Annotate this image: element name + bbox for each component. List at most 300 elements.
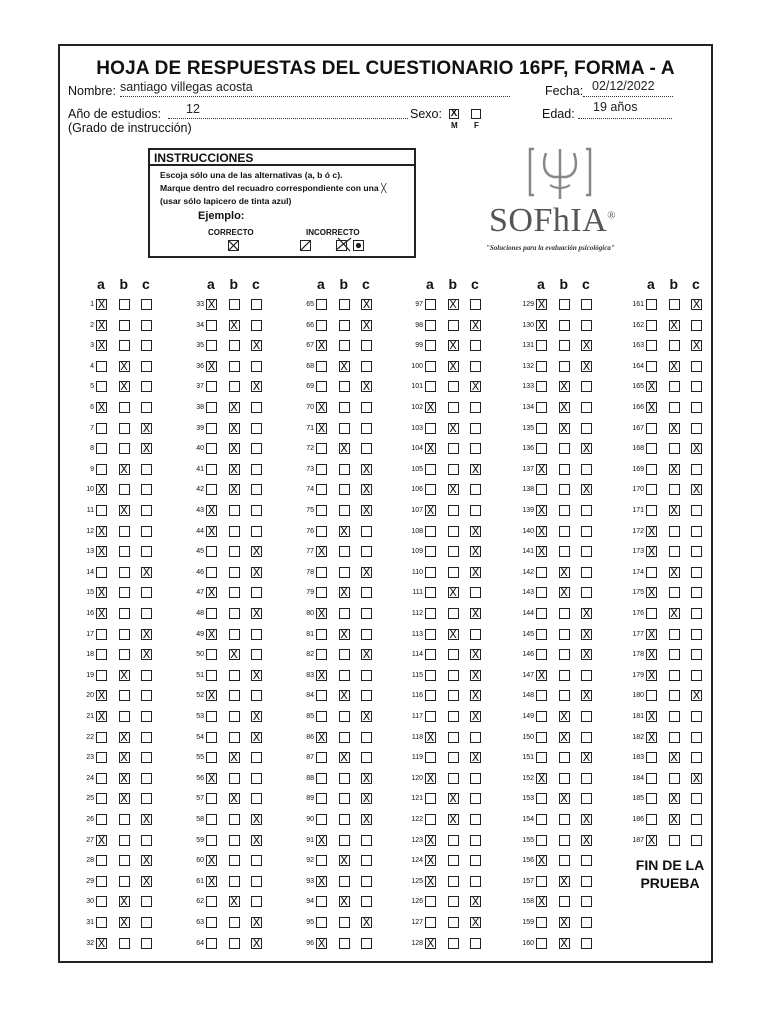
answer-box-21-c[interactable] [141,711,152,722]
answer-box-101-c[interactable]: X [471,380,480,394]
answer-box-3-c[interactable] [141,340,152,351]
answer-box-54-a[interactable] [206,732,217,743]
answer-box-126-a[interactable] [425,896,436,907]
answer-box-13-c[interactable] [141,546,152,557]
answer-box-117-a[interactable] [425,711,436,722]
answer-box-68-b[interactable]: X [340,359,348,373]
answer-box-164-b[interactable]: X [670,359,678,373]
answer-box-3-b[interactable] [119,340,130,351]
answer-box-164-a[interactable] [646,361,657,372]
answer-box-94-c[interactable] [361,896,372,907]
answer-box-47-a[interactable]: X [207,586,216,600]
answer-box-147-a[interactable]: X [537,668,546,682]
answer-box-137-a[interactable]: X [537,462,546,476]
answer-box-109-b[interactable] [448,546,459,557]
answer-box-67-c[interactable] [361,340,372,351]
answer-box-108-a[interactable] [425,526,436,537]
answer-box-116-a[interactable] [425,690,436,701]
answer-box-48-c[interactable]: X [252,607,261,620]
answer-box-124-b[interactable] [448,855,459,866]
answer-box-170-b[interactable] [669,484,680,495]
answer-box-160-a[interactable] [536,938,547,949]
answer-box-57-c[interactable] [251,793,262,804]
answer-box-123-b[interactable] [448,835,459,846]
answer-box-106-c[interactable] [470,484,481,495]
answer-box-150-c[interactable] [581,732,592,743]
answer-box-21-b[interactable] [119,711,130,722]
answer-box-123-c[interactable] [470,835,481,846]
answer-box-150-b[interactable]: X [560,730,568,744]
answer-box-19-a[interactable] [96,670,107,681]
answer-box-103-a[interactable] [425,423,436,434]
answer-box-74-b[interactable] [339,484,350,495]
answer-box-51-b[interactable] [229,670,240,681]
answer-box-106-a[interactable] [425,484,436,495]
answer-box-65-a[interactable] [316,299,327,310]
answer-box-121-c[interactable] [470,793,481,804]
answer-box-166-b[interactable] [669,402,680,413]
answer-box-156-c[interactable] [581,855,592,866]
answer-box-82-a[interactable] [316,649,327,660]
answer-box-148-a[interactable] [536,690,547,701]
answer-box-7-b[interactable] [119,423,130,434]
answer-box-4-c[interactable] [141,361,152,372]
answer-box-182-b[interactable] [669,732,680,743]
answer-box-50-c[interactable] [251,649,262,660]
answer-box-107-a[interactable]: X [426,504,435,517]
answer-box-44-c[interactable] [251,526,262,537]
answer-box-116-b[interactable] [448,690,459,701]
answer-box-29-a[interactable] [96,876,107,887]
answer-box-114-a[interactable] [425,649,436,660]
answer-box-153-c[interactable] [581,793,592,804]
answer-box-116-c[interactable]: X [471,689,480,703]
answer-box-175-b[interactable] [669,587,680,598]
answer-box-179-c[interactable] [691,670,702,681]
answer-box-38-a[interactable] [206,402,217,413]
answer-box-114-b[interactable] [448,649,459,660]
answer-box-109-a[interactable] [425,546,436,557]
answer-box-167-c[interactable] [691,423,702,434]
answer-box-185-c[interactable] [691,793,702,804]
answer-box-117-b[interactable] [448,711,459,722]
answer-box-142-b[interactable]: X [560,565,568,579]
answer-box-52-b[interactable] [229,690,240,701]
answer-box-10-a[interactable]: X [97,483,106,497]
answer-box-87-c[interactable] [361,752,372,763]
answer-box-7-c[interactable]: X [142,421,151,435]
answer-box-115-a[interactable] [425,670,436,681]
answer-box-75-a[interactable] [316,505,327,516]
answer-box-48-b[interactable] [229,608,240,619]
answer-box-77-b[interactable] [339,546,350,557]
answer-box-3-a[interactable]: X [97,339,106,353]
answer-box-157-b[interactable]: X [560,874,568,888]
answer-box-11-a[interactable] [96,505,107,516]
answer-box-52-c[interactable] [251,690,262,701]
answer-box-75-c[interactable]: X [362,504,371,517]
answer-box-133-b[interactable]: X [560,380,568,394]
answer-box-95-c[interactable]: X [362,916,371,929]
answer-box-118-b[interactable] [448,732,459,743]
answer-box-41-a[interactable] [206,464,217,475]
answer-box-2-c[interactable] [141,320,152,331]
answer-box-146-a[interactable] [536,649,547,660]
answer-box-123-a[interactable]: X [426,833,435,847]
answer-box-75-b[interactable] [339,505,350,516]
answer-box-22-c[interactable] [141,732,152,743]
answer-box-2-a[interactable]: X [97,318,106,332]
answer-box-50-b[interactable]: X [230,648,238,662]
answer-box-40-c[interactable] [251,443,262,454]
answer-box-86-c[interactable] [361,732,372,743]
answer-box-166-c[interactable] [691,402,702,413]
answer-box-168-b[interactable] [669,443,680,454]
answer-box-128-b[interactable] [448,938,459,949]
answer-box-98-b[interactable] [448,320,459,331]
answer-box-127-c[interactable]: X [471,916,480,929]
answer-box-19-c[interactable] [141,670,152,681]
answer-box-155-c[interactable]: X [582,833,591,847]
answer-box-12-a[interactable]: X [97,524,106,538]
answer-box-18-c[interactable]: X [142,648,151,662]
answer-box-68-c[interactable] [361,361,372,372]
answer-box-82-b[interactable] [339,649,350,660]
answer-box-147-c[interactable] [581,670,592,681]
answer-box-55-b[interactable]: X [230,751,238,765]
answer-box-11-b[interactable]: X [120,504,128,517]
answer-box-161-b[interactable] [669,299,680,310]
answer-box-105-b[interactable] [448,464,459,475]
answer-box-172-c[interactable] [691,526,702,537]
answer-box-149-c[interactable] [581,711,592,722]
answer-box-56-b[interactable] [229,773,240,784]
answer-box-83-c[interactable] [361,670,372,681]
answer-box-159-c[interactable] [581,917,592,928]
answer-box-57-b[interactable]: X [230,792,238,806]
answer-box-124-c[interactable] [470,855,481,866]
answer-box-14-a[interactable] [96,567,107,578]
answer-box-91-c[interactable] [361,835,372,846]
answer-box-187-a[interactable]: X [647,833,656,847]
answer-box-73-c[interactable]: X [362,462,371,476]
answer-box-49-c[interactable] [251,629,262,640]
answer-box-27-b[interactable] [119,835,130,846]
answer-box-92-a[interactable] [316,855,327,866]
answer-box-151-b[interactable] [559,752,570,763]
answer-box-90-b[interactable] [339,814,350,825]
answer-box-130-c[interactable] [581,320,592,331]
answer-box-59-b[interactable] [229,835,240,846]
answer-box-20-b[interactable] [119,690,130,701]
answer-box-49-a[interactable]: X [207,627,216,641]
answer-box-128-c[interactable] [470,938,481,949]
answer-box-99-c[interactable] [470,340,481,351]
answer-box-56-a[interactable]: X [207,771,216,785]
answer-box-96-a[interactable]: X [317,936,326,950]
answer-box-104-c[interactable] [470,443,481,454]
answer-box-136-b[interactable] [559,443,570,454]
answer-box-97-b[interactable]: X [449,298,457,311]
answer-box-24-a[interactable] [96,773,107,784]
answer-box-47-b[interactable] [229,587,240,598]
answer-box-142-a[interactable] [536,567,547,578]
answer-box-42-c[interactable] [251,484,262,495]
answer-box-60-a[interactable]: X [207,854,216,868]
answer-box-154-b[interactable] [559,814,570,825]
answer-box-29-b[interactable] [119,876,130,887]
answer-box-88-a[interactable] [316,773,327,784]
answer-box-61-b[interactable] [229,876,240,887]
answer-box-174-c[interactable] [691,567,702,578]
answer-box-153-a[interactable] [536,793,547,804]
answer-box-30-c[interactable] [141,896,152,907]
answer-box-134-c[interactable] [581,402,592,413]
answer-box-169-c[interactable] [691,464,702,475]
answer-box-184-c[interactable]: X [692,771,701,785]
answer-box-63-b[interactable] [229,917,240,928]
answer-box-69-a[interactable] [316,381,327,392]
answer-box-173-a[interactable]: X [647,545,656,559]
answer-box-108-c[interactable]: X [471,524,480,538]
answer-box-144-a[interactable] [536,608,547,619]
answer-box-43-a[interactable]: X [207,504,216,517]
answer-box-71-a[interactable]: X [317,421,326,435]
answer-box-59-c[interactable]: X [252,833,261,847]
answer-box-24-c[interactable] [141,773,152,784]
answer-box-44-a[interactable]: X [207,524,216,538]
answer-box-169-a[interactable] [646,464,657,475]
answer-box-122-c[interactable] [470,814,481,825]
answer-box-171-c[interactable] [691,505,702,516]
answer-box-51-c[interactable]: X [252,668,261,682]
answer-box-27-c[interactable] [141,835,152,846]
answer-box-7-a[interactable] [96,423,107,434]
answer-box-183-c[interactable] [691,752,702,763]
answer-box-181-b[interactable] [669,711,680,722]
answer-box-136-a[interactable] [536,443,547,454]
answer-box-55-a[interactable] [206,752,217,763]
answer-box-164-c[interactable] [691,361,702,372]
answer-box-145-a[interactable] [536,629,547,640]
answer-box-139-b[interactable] [559,505,570,516]
answer-box-13-a[interactable]: X [97,545,106,559]
answer-box-177-a[interactable]: X [647,627,656,641]
answer-box-95-a[interactable] [316,917,327,928]
answer-box-52-a[interactable]: X [207,689,216,703]
answer-box-133-a[interactable] [536,381,547,392]
answer-box-165-a[interactable]: X [647,380,656,394]
answer-box-51-a[interactable] [206,670,217,681]
answer-box-88-c[interactable]: X [362,771,371,785]
answer-box-119-c[interactable]: X [471,751,480,765]
answer-box-173-c[interactable] [691,546,702,557]
answer-box-180-a[interactable] [646,690,657,701]
answer-box-156-b[interactable] [559,855,570,866]
answer-box-70-b[interactable] [339,402,350,413]
answer-box-82-c[interactable]: X [362,648,371,662]
answer-box-55-c[interactable] [251,752,262,763]
answer-box-5-c[interactable] [141,381,152,392]
answer-box-85-b[interactable] [339,711,350,722]
answer-box-102-c[interactable] [470,402,481,413]
answer-box-177-c[interactable] [691,629,702,640]
answer-box-149-b[interactable]: X [560,710,568,723]
answer-box-184-b[interactable] [669,773,680,784]
answer-box-167-b[interactable]: X [670,421,678,435]
answer-box-77-a[interactable]: X [317,545,326,559]
answer-box-62-c[interactable] [251,896,262,907]
answer-box-86-a[interactable]: X [317,730,326,744]
answer-box-53-a[interactable] [206,711,217,722]
answer-box-158-c[interactable] [581,896,592,907]
answer-box-125-c[interactable] [470,876,481,887]
answer-box-187-b[interactable] [669,835,680,846]
answer-box-149-a[interactable] [536,711,547,722]
answer-box-28-a[interactable] [96,855,107,866]
answer-box-31-a[interactable] [96,917,107,928]
answer-box-31-b[interactable]: X [120,916,128,929]
answer-box-150-a[interactable] [536,732,547,743]
answer-box-37-b[interactable] [229,381,240,392]
answer-box-32-c[interactable] [141,938,152,949]
answer-box-115-b[interactable] [448,670,459,681]
answer-box-36-a[interactable]: X [207,359,216,373]
answer-box-1-c[interactable] [141,299,152,310]
answer-box-38-c[interactable] [251,402,262,413]
answer-box-37-c[interactable]: X [252,380,261,394]
answer-box-8-c[interactable]: X [142,442,151,456]
answer-box-125-a[interactable]: X [426,874,435,888]
answer-box-25-c[interactable] [141,793,152,804]
answer-box-89-c[interactable]: X [362,792,371,806]
answer-box-23-b[interactable]: X [120,751,128,765]
answer-box-72-b[interactable]: X [340,442,348,456]
answer-box-155-b[interactable] [559,835,570,846]
answer-box-9-a[interactable] [96,464,107,475]
answer-box-10-c[interactable] [141,484,152,495]
answer-box-130-b[interactable] [559,320,570,331]
answer-box-142-c[interactable] [581,567,592,578]
years-field[interactable]: 12 [186,102,200,116]
answer-box-79-c[interactable] [361,587,372,598]
answer-box-178-a[interactable]: X [647,648,656,662]
answer-box-154-c[interactable]: X [582,813,591,826]
answer-box-66-a[interactable] [316,320,327,331]
answer-box-121-b[interactable]: X [449,792,457,806]
answer-box-105-a[interactable] [425,464,436,475]
answer-box-93-c[interactable] [361,876,372,887]
answer-box-137-b[interactable] [559,464,570,475]
answer-box-152-c[interactable] [581,773,592,784]
answer-box-161-c[interactable]: X [692,298,701,311]
answer-box-101-a[interactable] [425,381,436,392]
answer-box-132-c[interactable]: X [582,359,591,373]
answer-box-65-b[interactable] [339,299,350,310]
answer-box-176-a[interactable] [646,608,657,619]
answer-box-103-c[interactable] [470,423,481,434]
answer-box-9-b[interactable]: X [120,462,128,476]
answer-box-159-b[interactable]: X [560,916,568,929]
answer-box-90-c[interactable]: X [362,813,371,826]
answer-box-143-c[interactable] [581,587,592,598]
answer-box-99-b[interactable]: X [449,339,457,353]
answer-box-53-c[interactable]: X [252,710,261,723]
answer-box-67-b[interactable] [339,340,350,351]
answer-box-86-b[interactable] [339,732,350,743]
answer-box-113-c[interactable] [470,629,481,640]
answer-box-78-c[interactable]: X [362,565,371,579]
answer-box-120-b[interactable] [448,773,459,784]
answer-box-32-a[interactable]: X [97,936,106,950]
answer-box-80-a[interactable]: X [317,607,326,620]
answer-box-182-a[interactable]: X [647,730,656,744]
answer-box-166-a[interactable]: X [647,401,656,414]
answer-box-49-b[interactable] [229,629,240,640]
answer-box-46-a[interactable] [206,567,217,578]
answer-box-45-b[interactable] [229,546,240,557]
answer-box-16-b[interactable] [119,608,130,619]
answer-box-33-a[interactable]: X [207,298,216,311]
answer-box-10-b[interactable] [119,484,130,495]
answer-box-15-b[interactable] [119,587,130,598]
answer-box-94-a[interactable] [316,896,327,907]
answer-box-98-c[interactable]: X [471,318,480,332]
answer-box-151-c[interactable]: X [582,751,591,765]
answer-box-121-a[interactable] [425,793,436,804]
answer-box-41-c[interactable] [251,464,262,475]
answer-box-104-a[interactable]: X [426,442,435,456]
answer-box-41-b[interactable]: X [230,462,238,476]
answer-box-36-c[interactable] [251,361,262,372]
answer-box-31-c[interactable] [141,917,152,928]
answer-box-27-a[interactable]: X [97,833,106,847]
answer-box-157-a[interactable] [536,876,547,887]
answer-box-63-a[interactable] [206,917,217,928]
answer-box-174-b[interactable]: X [670,565,678,579]
answer-box-184-a[interactable] [646,773,657,784]
answer-box-135-c[interactable] [581,423,592,434]
answer-box-113-a[interactable] [425,629,436,640]
answer-box-120-c[interactable] [470,773,481,784]
answer-box-141-a[interactable]: X [537,545,546,559]
answer-box-143-a[interactable] [536,587,547,598]
answer-box-23-a[interactable] [96,752,107,763]
answer-box-84-b[interactable]: X [340,689,348,703]
answer-box-20-c[interactable] [141,690,152,701]
answer-box-79-a[interactable] [316,587,327,598]
answer-box-85-c[interactable]: X [362,710,371,723]
answer-box-162-a[interactable] [646,320,657,331]
answer-box-156-a[interactable]: X [537,854,546,868]
answer-box-146-b[interactable] [559,649,570,660]
answer-box-138-a[interactable] [536,484,547,495]
answer-box-87-b[interactable]: X [340,751,348,765]
answer-box-134-b[interactable]: X [560,401,568,414]
answer-box-44-b[interactable] [229,526,240,537]
answer-box-130-a[interactable]: X [537,318,546,332]
answer-box-167-a[interactable] [646,423,657,434]
answer-box-159-a[interactable] [536,917,547,928]
answer-box-59-a[interactable] [206,835,217,846]
answer-box-117-c[interactable]: X [471,710,480,723]
answer-box-122-b[interactable]: X [449,813,457,826]
answer-box-110-a[interactable] [425,567,436,578]
answer-box-108-b[interactable] [448,526,459,537]
answer-box-74-a[interactable] [316,484,327,495]
answer-box-118-c[interactable] [470,732,481,743]
answer-box-16-c[interactable] [141,608,152,619]
